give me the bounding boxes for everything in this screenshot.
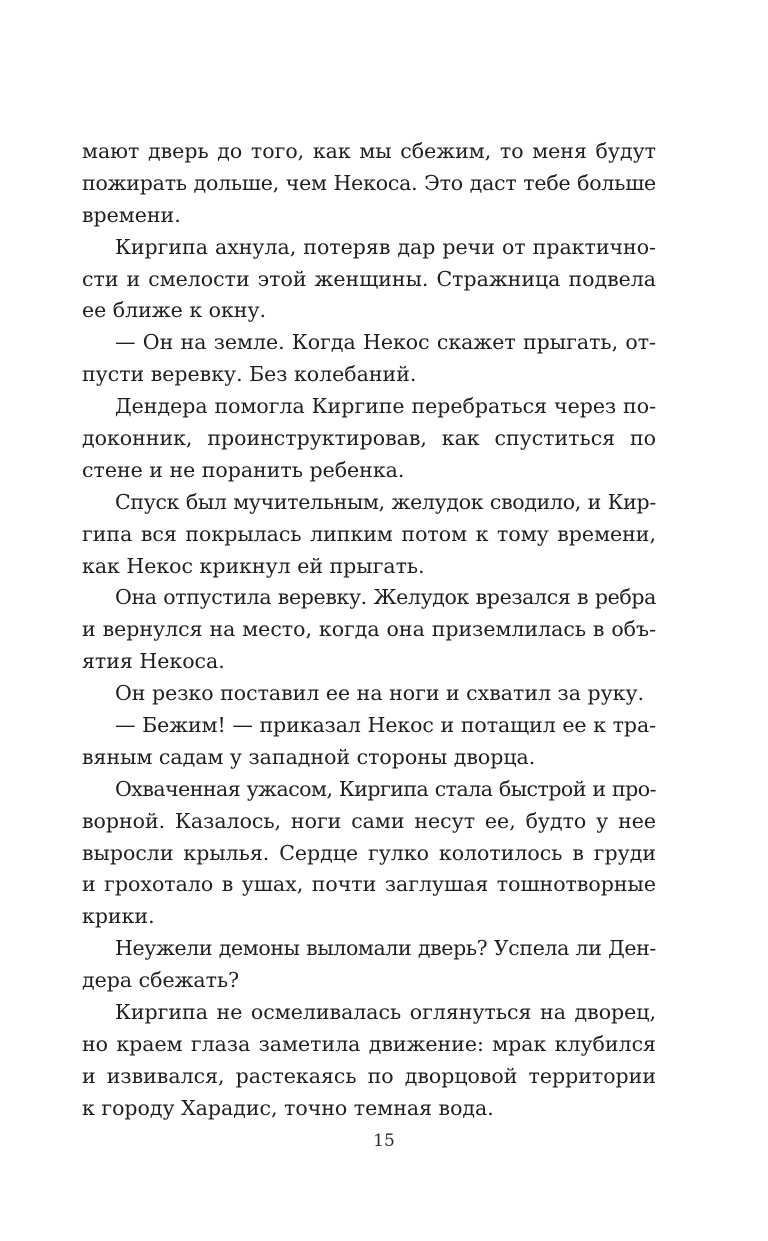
text-line: Она отпустила веревку. Желудок врезался в ребра (115, 585, 656, 610)
text-line: как Некос крикнул ей прыгать. (82, 553, 425, 578)
text-line: Киргипа не осмеливалась оглянуться на дворец, (115, 1000, 656, 1025)
text-line: и грохотало в ушах, почти заглушая тошнотворные (82, 872, 656, 897)
text-line: мают дверь до того, как мы сбежим, то меня будут (82, 139, 656, 163)
text-line: пожирать дольше, чем Некоса. Это даст тебе больше (82, 170, 656, 195)
page-number: 15 (373, 1131, 395, 1151)
text-line: стене и не поранить ребенка. (82, 457, 405, 482)
text-line: доконник, проинструктировав, как спуститься по (82, 426, 656, 451)
text-line: Неужели демоны выломали дверь? Успела ли Ден- (115, 936, 656, 961)
text-line: Дендера помогла Киргипе перебраться через по- (115, 394, 656, 419)
text-line: и вернулся на место, когда она приземлилась в объ- (82, 617, 656, 642)
text-line: крики. (82, 904, 155, 929)
text-line: и извивался, растекаясь по дворцовой территории (82, 1063, 656, 1088)
text-line: ее ближе к окну. (82, 298, 267, 323)
text-line: — Он на земле. Когда Некос скажет прыгать, от- (115, 330, 656, 355)
text-line: Охваченная ужасом, Киргипа стала быстрой и про- (115, 776, 656, 801)
text-line: гипа вся покрылась липким потом к тому времени, (82, 521, 656, 546)
body-text (82, 136, 656, 1125)
text-line: выросли крылья. Сердце гулко колотилось в груди (82, 840, 656, 865)
text-line: времени. (82, 202, 181, 227)
text-line: Спуск был мучительным, желудок сводило, и Кир- (115, 489, 656, 514)
text-line: пусти веревку. Без колебаний. (82, 362, 417, 387)
text-line: — Бежим! — приказал Некос и потащил ее к тра- (115, 713, 656, 738)
text-line: сти и смелости этой женщины. Стражница подвела (82, 266, 656, 291)
text-line: вяным садам у западной стороны дворца. (82, 744, 536, 769)
text-line: ятия Некоса. (82, 649, 225, 674)
text-line: дера сбежать? (82, 968, 240, 993)
text-line: к городу Харадис, точно темная вода. (82, 1095, 494, 1120)
text-line: но краем глаза заметила движение: мрак клубился (82, 1031, 656, 1056)
text-line: ворной. Казалось, ноги сами несут ее, будто у нее (82, 808, 656, 833)
text-line: Он резко поставил ее на ноги и схватил за руку. (115, 681, 645, 706)
text-line: Киргипа ахнула, потеряв дар речи от практично- (115, 234, 656, 259)
